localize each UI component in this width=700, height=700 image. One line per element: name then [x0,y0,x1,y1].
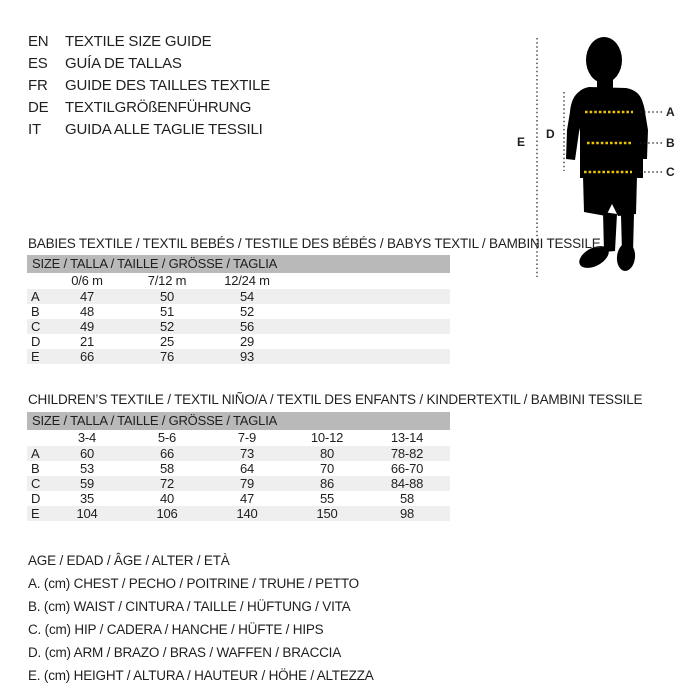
corner-cell [27,430,47,446]
value-cell: 47 [239,491,255,506]
column-header: 7-9 [237,430,257,445]
table-row [27,476,450,491]
language-code: IT [28,121,41,138]
table-row [27,289,450,304]
table-row [27,491,450,506]
column-header: 12/24 m [224,273,270,288]
value-cell: 49 [79,319,95,334]
filler-cell [447,430,450,446]
language-code: DE [28,99,49,116]
value-cell: 150 [316,506,338,521]
babies-size-table [27,273,450,364]
value-cell: 58 [159,461,175,476]
filler-cell [287,289,450,304]
children-size-header-bar: SIZE / TALLA / TAILLE / GRÖSSE / TAGLIA [27,412,450,430]
row-label: E [31,349,40,364]
column-header: 3-4 [77,430,97,445]
value-cell: 70 [319,461,335,476]
size-header-row [27,430,450,446]
filler-cell [287,273,450,289]
value-cell: 66-70 [390,461,424,476]
filler-cell [447,461,450,476]
waist-label: B [666,136,675,150]
value-cell: 60 [79,446,95,461]
left-leg-shape [603,212,617,252]
table-row [27,334,450,349]
measurement-legend [28,549,374,687]
babies-section-heading: BABIES TEXTILE / TEXTIL BEBÉS / TESTILE DES BÉBÉS / BABYS TEXTIL / BAMBINI TESSILE [28,236,601,251]
value-cell: 66 [79,349,95,364]
value-cell: 106 [156,506,178,521]
legend-chest: A. (cm) CHEST / PECHO / POITRINE / TRUHE / PETTO [28,576,359,591]
table-row [27,349,450,364]
language-title: TEXTILGRÖßENFÜHRUNG [65,99,252,116]
value-cell: 140 [236,506,258,521]
children-table-block [27,412,450,521]
chest-label: A [666,105,675,119]
value-cell: 53 [79,461,95,476]
filler-cell [287,334,450,349]
value-cell: 66 [159,446,175,461]
column-header: 7/12 m [147,273,187,288]
table-row [27,506,450,521]
corner-cell [27,273,47,289]
legend-height: E. (cm) HEIGHT / ALTURA / HAUTEUR / HÖHE / ALTEZZA [28,668,374,683]
legend-arm: D. (cm) ARM / BRAZO / BRAS / WAFFEN / BRACCIA [28,645,342,660]
row-label: D [31,491,41,506]
height-label: E [517,135,525,149]
language-row-en [28,31,270,53]
filler-cell [447,506,450,521]
language-code: ES [28,55,48,72]
language-row-de [28,97,270,119]
value-cell: 40 [159,491,175,506]
table-row [27,446,450,461]
value-cell: 86 [319,476,335,491]
table-row [27,319,450,334]
value-cell: 104 [76,506,98,521]
value-cell: 54 [239,289,255,304]
value-cell: 52 [159,319,175,334]
size-header-row [27,273,450,289]
legend-waist: B. (cm) WAIST / CINTURA / TAILLE / HÜFTUNG / VITA [28,599,351,614]
filler-cell [447,446,450,461]
value-cell: 72 [159,476,175,491]
language-list [28,31,270,141]
language-row-fr [28,75,270,97]
column-header: 13-14 [390,430,424,445]
row-label: C [31,319,41,334]
children-size-table [27,430,450,521]
language-row-it [28,119,270,141]
row-label: B [31,461,40,476]
table-row [27,461,450,476]
value-cell: 98 [399,506,415,521]
value-cell: 93 [239,349,255,364]
value-cell: 50 [159,289,175,304]
column-header: 5-6 [157,430,177,445]
column-header: 10-12 [310,430,344,445]
value-cell: 79 [239,476,255,491]
legend-hip: C. (cm) HIP / CADERA / HANCHE / HÜFTE / HIPS [28,622,324,637]
row-label: E [31,506,40,521]
legend-age: AGE / EDAD / ÂGE / ALTER / ETÀ [28,553,230,568]
babies-table-block [27,255,450,364]
babies-size-header-bar: SIZE / TALLA / TAILLE / GRÖSSE / TAGLIA [27,255,450,273]
filler-cell [447,476,450,491]
value-cell: 76 [159,349,175,364]
value-cell: 35 [79,491,95,506]
value-cell: 78-82 [390,446,424,461]
value-cell: 58 [399,491,415,506]
language-code: FR [28,77,48,94]
language-title: GUÍA DE TALLAS [65,55,182,72]
language-title: TEXTILE SIZE GUIDE [65,33,212,50]
right-shoe-shape [616,242,637,272]
hip-label: C [666,165,675,179]
value-cell: 51 [159,304,175,319]
value-cell: 55 [319,491,335,506]
value-cell: 21 [79,334,95,349]
row-label: C [31,476,41,491]
value-cell: 25 [159,334,175,349]
value-cell: 29 [239,334,255,349]
value-cell: 80 [319,446,335,461]
language-title: GUIDA ALLE TAGLIE TESSILI [65,121,263,138]
value-cell: 48 [79,304,95,319]
value-cell: 47 [79,289,95,304]
row-label: A [31,446,40,461]
shorts-shape [583,176,637,216]
filler-cell [287,304,450,319]
value-cell: 84-88 [390,476,424,491]
value-cell: 59 [79,476,95,491]
filler-cell [287,349,450,364]
table-row [27,304,450,319]
language-code: EN [28,33,49,50]
value-cell: 52 [239,304,255,319]
value-cell: 73 [239,446,255,461]
row-label: A [31,289,40,304]
language-row-es [28,53,270,75]
children-section-heading: CHILDREN’S TEXTILE / TEXTIL NIÑO/A / TEXTIL DES ENFANTS / KINDERTEXTIL / BAMBINI TESSILE [28,392,643,407]
filler-cell [287,319,450,334]
row-label: B [31,304,40,319]
value-cell: 64 [239,461,255,476]
row-label: D [31,334,41,349]
language-title: GUIDE DES TAILLES TEXTILE [65,77,271,94]
filler-cell [447,491,450,506]
column-header: 0/6 m [71,273,103,288]
value-cell: 56 [239,319,255,334]
arm-label: D [546,127,555,141]
